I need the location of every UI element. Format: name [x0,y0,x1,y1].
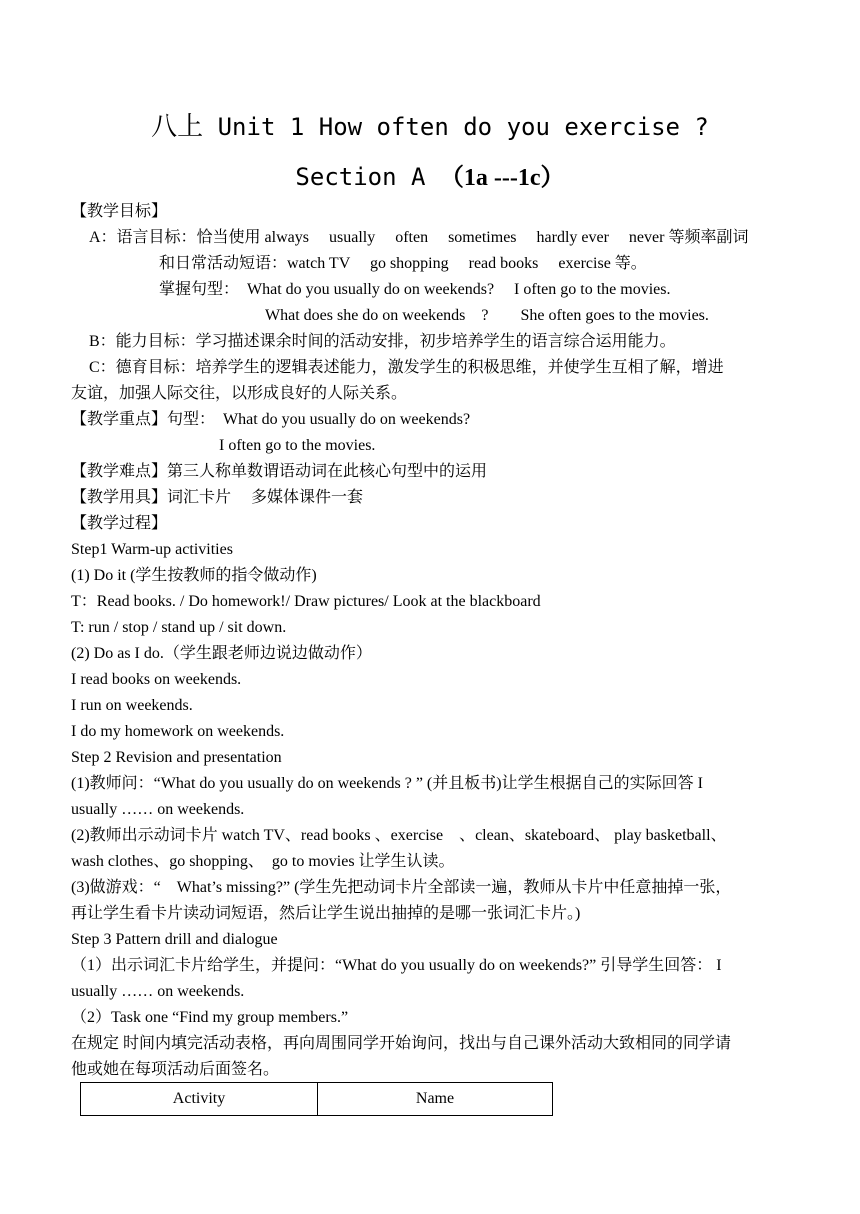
heading-process: 【教学过程】 [71,515,168,532]
heading-tools: 【教学用具】词汇卡片 多媒体课件一套 [71,489,364,506]
step1-example-3: I do my homework on weekends. [71,723,285,740]
table-header-activity: Activity [81,1083,318,1116]
objective-c-cont: 友谊，加强人际交往，以形成良好的人际关系。 [71,385,408,402]
step2-item-3: (3)做游戏：“ What’s missing?” (学生先把动词卡片全部读一遍，教师从卡片中任意抽掉一张， [71,879,732,896]
objective-a-line: A：语言目标：恰当使用 always usually often sometimes hardly ever never 等频率副词 [89,229,749,246]
step3-item-2: （2）Task one “Find my group members.” [71,1009,349,1026]
title-section: Section A [295,163,426,191]
heading-objectives: 【教学目标】 [71,203,168,220]
key-point-answer: I often go to the movies. [219,437,376,454]
heading-difficulty: 【教学难点】第三人称单数谓语动词在此核心句型中的运用 [71,463,488,480]
objective-a-pattern-2: What does she do on weekends ? She often goes to the movies. [265,307,709,324]
step1-item-1: (1) Do it (学生按教师的指令做动作) [71,567,317,584]
step1-item-2: (2) Do as I do.（学生跟老师边说边做动作） [71,645,372,662]
title-line-2 [0,157,860,192]
step2-item-3-cont: 再让学生看卡片读动词短语，然后让学生说出抽掉的是哪一张词汇卡片。) [71,905,581,922]
title-grade: 八上 [151,112,204,142]
step1-heading: Step1 Warm-up activities [71,541,233,558]
step2-item-2-cont: wash clothes、go shopping、 go to movies 让学生认读。 [71,853,455,870]
step2-item-1: (1)教师问：“What do you usually do on weekends ? ” (并且板书)让学生根据自己的实际回答 I [71,775,703,792]
title-unit: Unit 1 How often do you exercise ? [217,113,709,141]
step2-item-2: (2)教师出示动词卡片 watch TV、read books 、exercise 、clean、skateboard、 play basketball、 [71,827,727,844]
step2-heading: Step 2 Revision and presentation [71,749,282,766]
step3-heading: Step 3 Pattern drill and dialogue [71,931,278,948]
objective-c-line: C：德育目标：培养学生的逻辑表述能力，激发学生的积极思维，并使学生互相了解，增进 [89,359,724,376]
step1-example-2: I run on weekends. [71,697,193,714]
activity-table [80,1082,553,1116]
heading-key-point: 【教学重点】句型： What do you usually do on weekends? [71,411,471,428]
table-header-row [81,1083,553,1116]
step3-item-1: （1）出示词汇卡片给学生，并提问：“What do you usually do on weekends?” 引导学生回答： I [71,957,722,974]
objective-a-pattern: 掌握句型： What do you usually do on weekends? I often go to the movies. [159,281,671,298]
objective-a-phrases: 和日常活动短语：watch TV go shopping read books exercise 等。 [159,255,647,272]
objective-b-line: B：能力目标：学习描述课余时间的活动安排，初步培养学生的语言综合运用能力。 [89,333,676,350]
title-line-1 [0,106,860,143]
table-header-name: Name [318,1083,553,1116]
title-range: （1a ---1c） [439,165,565,191]
step3-instruction-cont: 他或她在每项活动后面签名。 [71,1061,280,1078]
step1-example-1: I read books on weekends. [71,671,242,688]
step1-commands-1: T：Read books. / Do homework!/ Draw pictures/ Look at the blackboard [71,593,541,610]
step2-item-1-cont: usually …… on weekends. [71,801,245,818]
step1-commands-2: T: run / stop / stand up / sit down. [71,619,287,636]
step3-item-1-cont: usually …… on weekends. [71,983,245,1000]
step3-instruction: 在规定 时间内填完活动表格，再向周围同学开始询问，找出与自己课外活动大致相同的同学请 [71,1035,732,1052]
